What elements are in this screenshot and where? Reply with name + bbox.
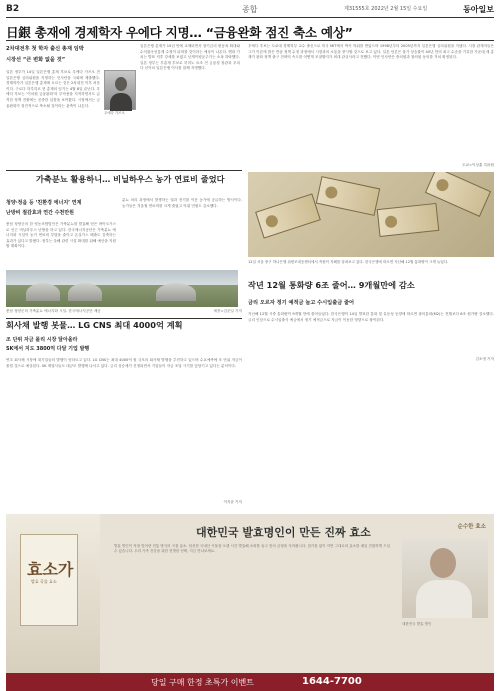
farm-subhead-2: 난방비 절감효과 연간 수천만원 [6,210,75,216]
lgcns-subhead-2: SK에서 지도 3800억 다달 기업 발행 [6,346,90,352]
lgcns-title[interactable]: 회사채 발행 봇물… LG CNS 최대 4000억 계획 [6,320,183,330]
story1-subhead-2: 시장선 “큰 변화 없을 것” [6,57,66,63]
lgcns-body: 연초 회사채 시장에 대기업들의 발행이 잇따르고 있다. LG CNS는 최대 4000억 원 규모의 회사채 발행을 추진하고 있으며 수요예측에 조 단위 자금이 몰릴 것으로 예상된다. SK 계열사들도 대규모 발행에 나서고 있다. 금리 상승세가 진정되면서 기업들이 자금 조달 시기를 앞당기고 있다는 분석이다. [6,358,242,368]
lgcns-subhead-1: 조 단위 자금 몰리 시장 달아올라 [6,337,78,343]
farm-caption: 충남 청양군의 가축분뇨 에너지화 시설. 한국에너지공단 제공 [6,309,101,313]
money-title[interactable]: 작년 12월 통화량 6조 줄어… 9개월만에 감소 [248,280,415,290]
lgcns-byline: 이지윤 기자 [223,500,242,504]
top-headline[interactable]: 日銀 총재에 경제학자 우에다 지명… “금융완화 점진 축소 예상” [6,25,353,40]
story1-subhead-1: 2차대전후 첫 학자 출신 총재 임박 [6,46,84,52]
ad-box-title: 효소가 [27,560,74,579]
ad-person-photo [402,538,488,618]
story2-byline: 도쿄=이상훈 특파원 [462,163,494,167]
farm-title[interactable]: 가축분뇨 활용하니… 비닐하우스 농가 연료비 줄었다 [36,174,225,184]
farm-photo [6,270,238,307]
ad-body: 발효 명인이 직접 빚어낸 전통 방식의 곡물 효소. 엄선한 국내산 곡물을 오랜 시간 발효해 소화를 돕고 몸의 균형을 지켜줍니다. 첨가물 없이 자연 그대로의 효소를 매일 간편하게 드실 수 있습니다. 우리 가족 건강을 위한 현명한 선택, 지금 만나보세요. [114,544,390,554]
farm-byline: 세종=김준일 기자 [213,309,242,313]
portrait-photo [104,70,136,110]
portrait-caption: 우에다 가즈오 [104,111,125,115]
money-byline: 김소영 기자 [475,357,494,361]
banknote-photo [248,172,494,257]
story2-body: 우에다 후보는 도쿄대 경제학부 교수 출신으로 미국 MIT에서 박사 학위를 받았으며 1998년부터 2005년까지 일본은행 심의위원을 지냈다. 시장 관계자들은 그가 이론에 밝은 만큼 정책 수정 과정에서 시장과의 소통을 중시할 것으로 보고 있다. 일본 언론은 물가 상승률이 40년 만의 최고 수준을 기록한 가운데 새 총재가 완화 정책 출구 전략의 속도를 어떻게 조절할지가 최대 관심사라고 전했다. 이번 인사안은 중의원과 참의원 동의를 거쳐 확정된다. [248,44,494,60]
money-body-more [248,366,494,502]
divider [6,170,242,171]
ad-brand: 순수한 효소 [457,524,486,530]
ad-box-subtitle: 발효 곡물 효소 [31,579,57,584]
story1-body: 일본 정부가 14일 일본은행 총재 후보로 우에다 가즈오 전 일본은행 심의위원을 지명하는 인사안을 국회에 제출했다. 경제학자가 일본은행 총재에 오르는 것은 2차대전 이후 처음이다. 구로다 하루히코 현 총재의 임기는 4월 8일 끝난다. 우에다 후보는 ‘이차원 금융완화’의 부작용을 지적하면서도 급격한 정책 전환에는 신중한 입장을 보여왔다. 시장에서는 금융완화가 점진적으로 축소될 것이라는 관측이 나온다. [6,70,100,108]
ad-person-caption: 대한민국 발효 명인 [402,622,432,626]
masthead [6,4,494,18]
farm-subhead-1: 청양·정읍 등 ‘친환경 에너지’ 연계 [6,200,82,206]
story1-body-2: 일본은행 총재가 10년 만에 교체되면서 장기금리 변동폭 확대와 수익률곡선통제 수정이 뒤따를 것이라는 예상이 나온다. 엔화 가치는 발표 직후 강세를 보였고 닛케이평균주가는 소폭 하락했다. 일본 정부는 부총재 후보로 히미노 료조 전 금융청 장관과 우치다 신이치 일본은행 이사를 함께 지명했다. [140,44,240,71]
advertisement[interactable] [6,514,494,691]
ad-product-panel [6,514,100,673]
page-number: B2 [6,4,20,14]
ad-product-box [20,534,78,626]
ad-promo: 당일 구매 한정 초특가 이벤트 [151,678,254,687]
money-caption: 12일 서울 중구 하나은행 위변조대응센터에서 직원이 지폐를 살펴보고 있다. 한국은행에 따르면 지난해 12월 통화량이 크게 늘었다. [248,260,449,264]
farm-body: 충남 청양군의 한 영농조합법인은 가축분뇨를 발효해 얻은 바이오가스로 인근 비닐하우스 난방을 하고 있다. 한국에너지공단은 가축분뇨 에너지화 시설이 농가 연료비 부담을 줄이고 온실가스 배출도 감축하는 효과가 있다고 밝혔다. 정부는 올해 관련 시설 확대를 위해 예산을 지원할 계획이다. [6,222,116,249]
ad-headline: 대한민국 발효명인이 만든 진짜 효소 [196,526,371,539]
newspaper-brand: 동아일보 [463,5,494,14]
section-label: 종합 [242,5,258,14]
farm-body-2: 분뇨 처리 과정에서 발생하는 열과 전기를 이웃 농가에 공급하는 방식이다. 농가들은 겨울철 연료비를 크게 줄였고 악취 민원도 감소했다. [122,198,242,208]
ad-footer-bar[interactable] [6,673,494,691]
money-subtitle: 금리 오르자 정기 예적금 늘고 수시입출금 줄어 [248,300,355,306]
divider [6,318,242,319]
issue-meta: 제31555호 2022년 2월 15일 수요일 [344,6,428,12]
ad-phone[interactable]: 1644-7700 [302,676,362,687]
divider [6,40,494,41]
money-body: 지난해 12월 시중 통화량이 9개월 만에 줄어들었다. 한국은행이 14일 발표한 통화 및 유동성 동향에 따르면 광의통화(M2)는 전월보다 6조 원가량 감소했다. 금리 인상으로 수시입출식 예금에서 정기 예적금으로 자금이 이동한 영향으로 풀이된다. [248,312,494,322]
